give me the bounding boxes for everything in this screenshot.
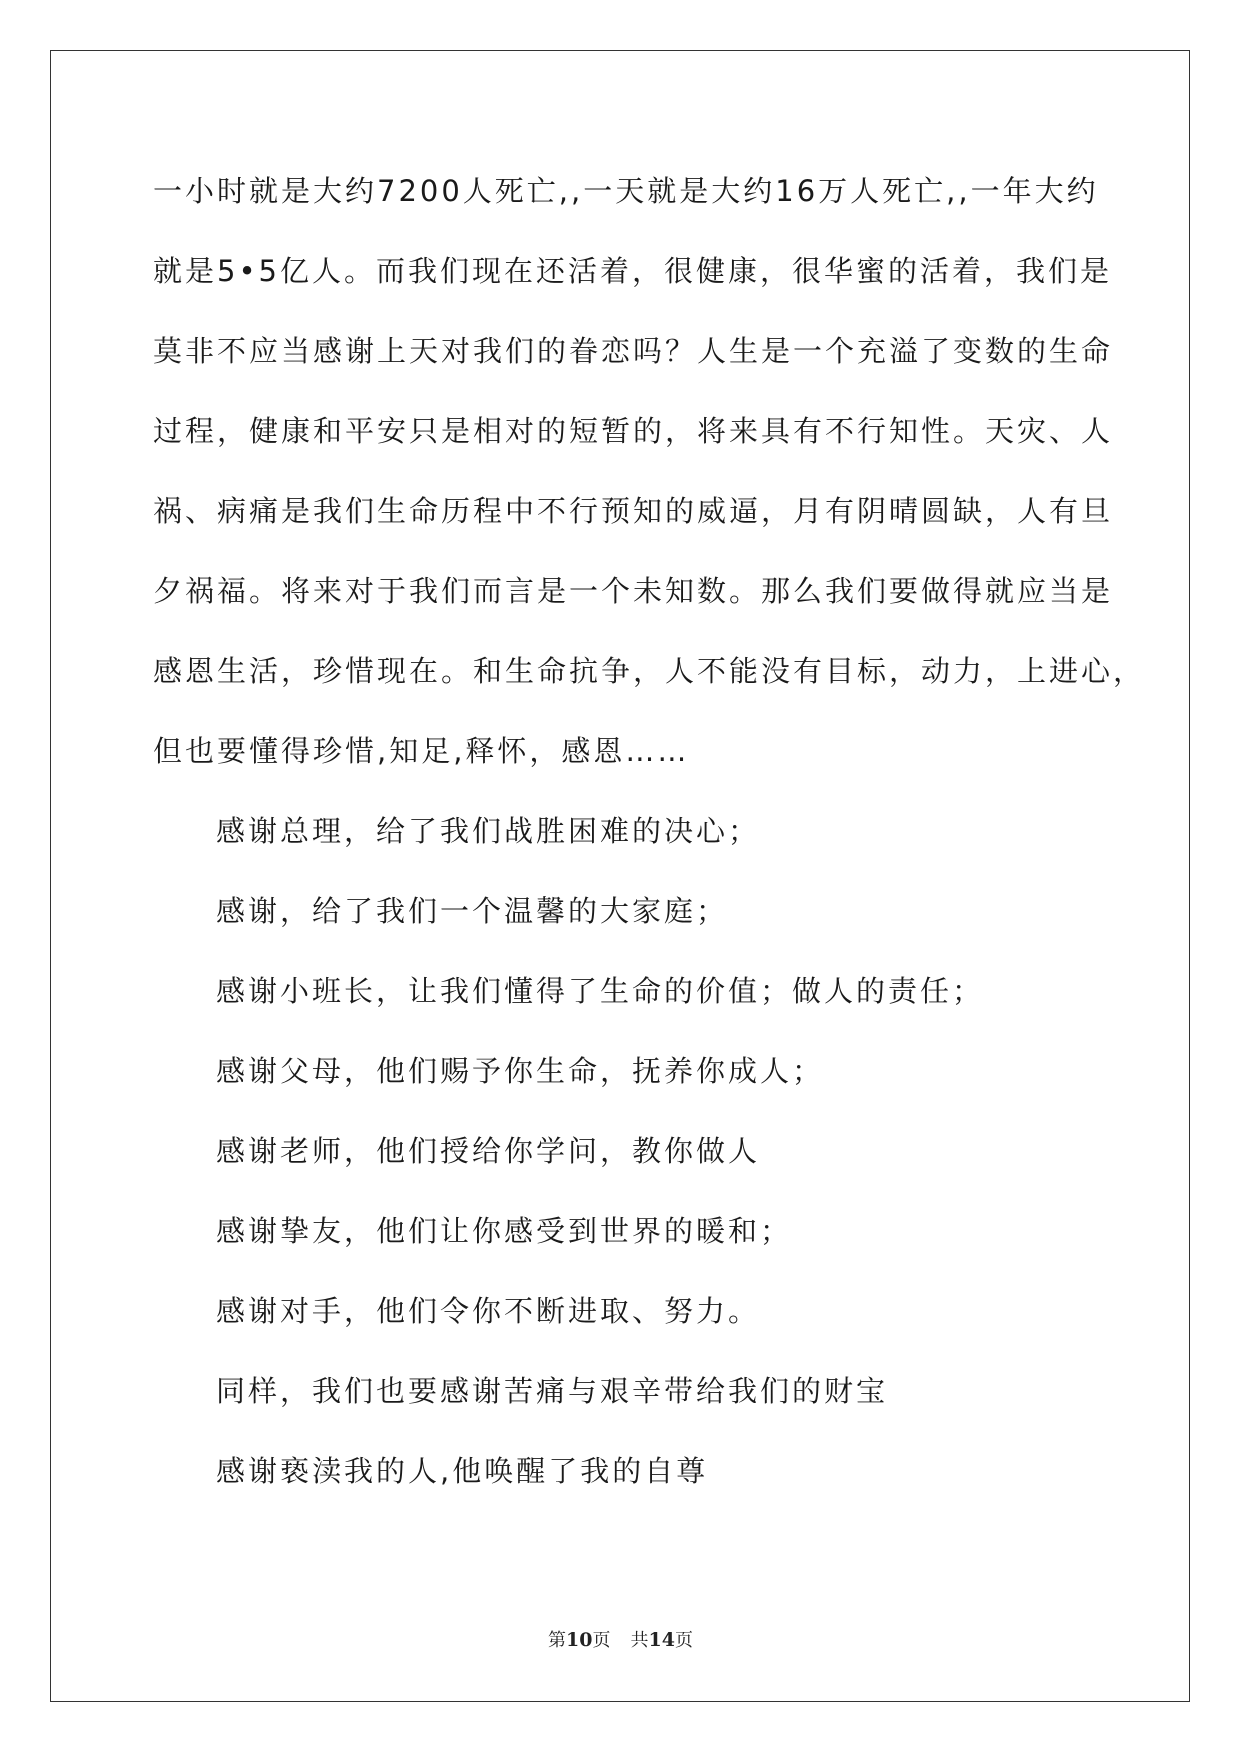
text-line: 莫非不应当感谢上天对我们的眷恋吗？人生是一个充溢了变数的生命 bbox=[153, 334, 1114, 368]
thanks-line: 感谢总理，给了我们战胜困难的决心； bbox=[216, 814, 761, 848]
current-page-number: 10 bbox=[566, 1629, 593, 1651]
thanks-line: 感谢对手，他们令你不断进取、努力。 bbox=[216, 1294, 761, 1328]
thanks-line: 感谢小班长，让我们懂得了生命的价值；做人的责任； bbox=[216, 974, 985, 1008]
thanks-line: 感谢挚友，他们让你感受到世界的暖和； bbox=[216, 1214, 793, 1248]
footer-total-suffix: 页 bbox=[674, 1630, 693, 1651]
total-page-number: 14 bbox=[648, 1629, 675, 1651]
thanks-line: 感谢亵渎我的人,他唤醒了我的自尊 bbox=[216, 1454, 709, 1488]
text-line: 感恩生活，珍惜现在。和生命抗争，人不能没有目标，动力，上进心， bbox=[153, 654, 1146, 688]
text-line: 但也要懂得珍惜,知足,释怀，感恩…… bbox=[153, 734, 690, 768]
page-number-footer bbox=[0, 1626, 1241, 1652]
footer-total-prefix: 共 bbox=[630, 1630, 649, 1651]
thanks-line: 感谢父母，他们赐予你生命，抚养你成人； bbox=[216, 1054, 825, 1088]
text-line: 过程，健康和平安只是相对的短暂的，将来具有不行知性。天灾、人 bbox=[153, 414, 1114, 448]
document-body bbox=[153, 165, 1146, 1525]
text-line: 夕祸福。将来对于我们而言是一个未知数。那么我们要做得就应当是 bbox=[153, 574, 1114, 608]
thanks-line: 同样，我们也要感谢苦痛与艰辛带给我们的财宝 bbox=[216, 1374, 889, 1408]
thanks-line: 感谢，给了我们一个温馨的大家庭； bbox=[216, 894, 729, 928]
text-line: 就是5•5亿人。而我们现在还活着，很健康，很华蜜的活着，我们是 bbox=[153, 254, 1113, 288]
footer-prefix: 第 bbox=[548, 1630, 567, 1651]
text-line: 一小时就是大约7200人死亡,,一天就是大约16万人死亡,,一年大约 bbox=[153, 174, 1099, 208]
footer-page-suffix: 页 bbox=[592, 1630, 611, 1651]
text-line: 祸、病痛是我们生命历程中不行预知的威逼，月有阴晴圆缺，人有旦 bbox=[153, 494, 1114, 528]
thanks-line: 感谢老师，他们授给你学问，教你做人 bbox=[216, 1134, 761, 1168]
